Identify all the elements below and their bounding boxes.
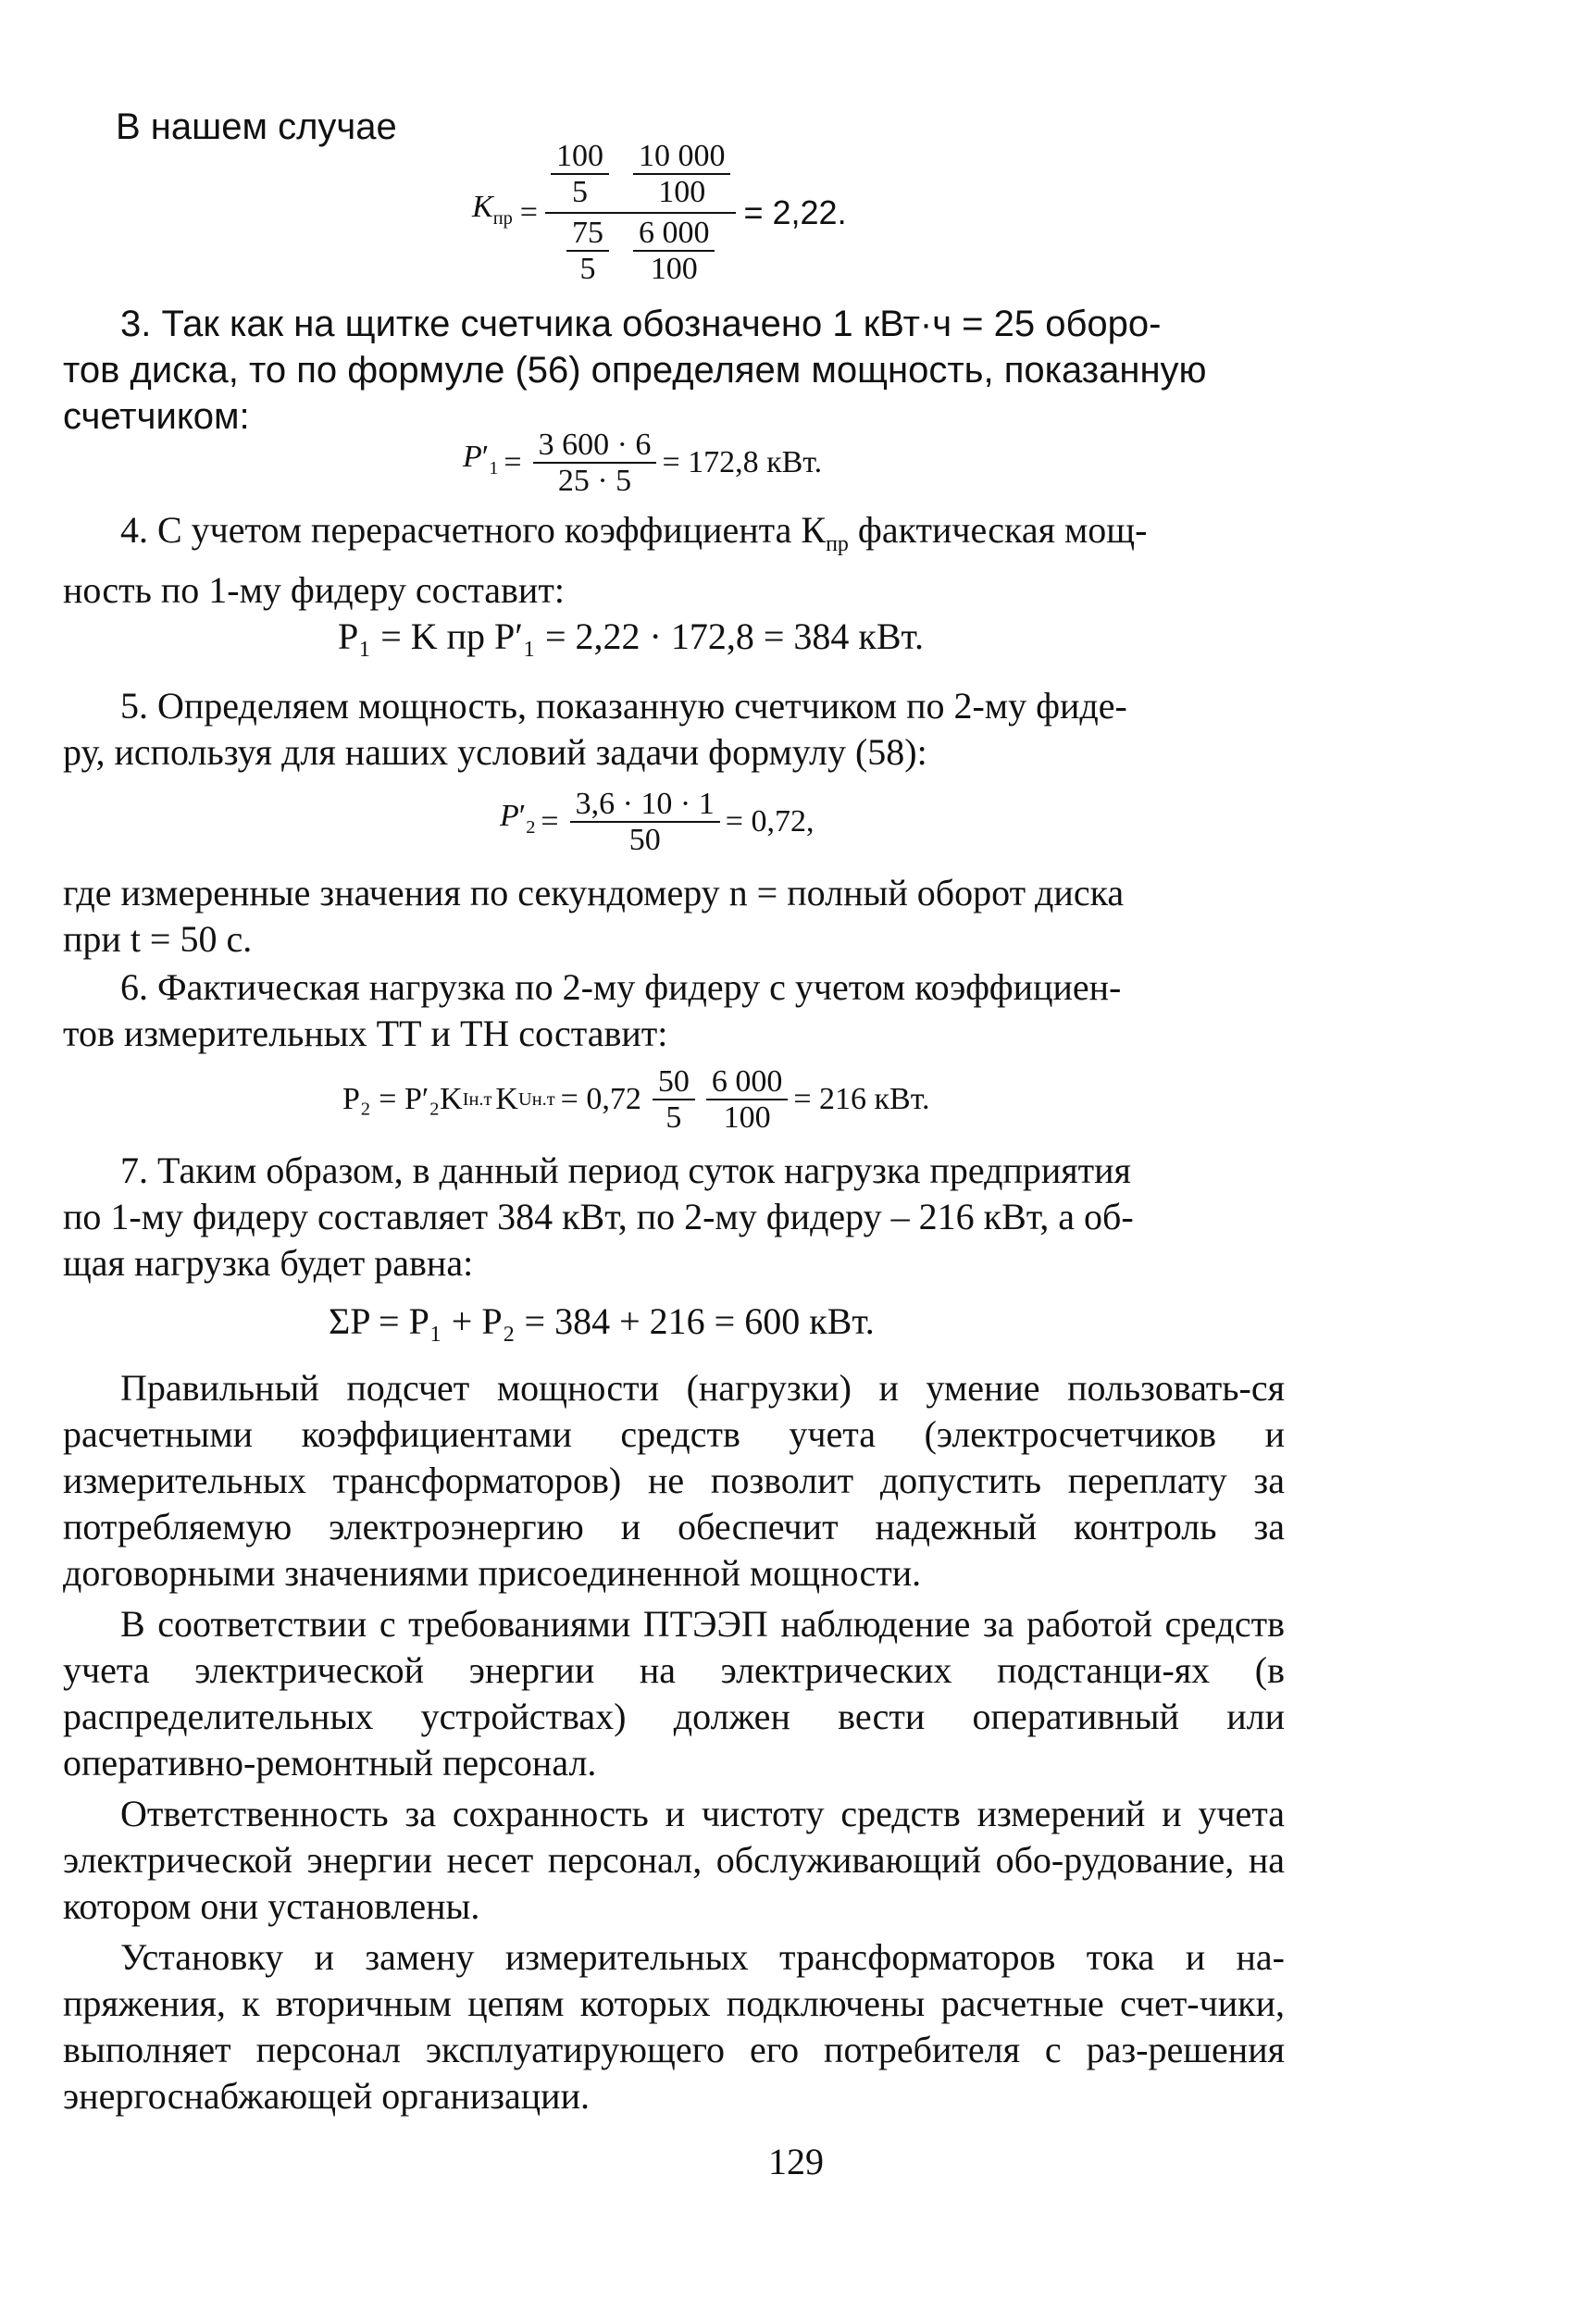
den-100b: 100 [650, 252, 698, 287]
paragraph-11: Установку и замену измерительных трансформаторов тока и на-пряжения, к вторичным цепям которых подключены расчетные счет-чики, выполняет персонал эксплуатирующего его потребителя с раз-решения энергоснабжающей организации. [63, 1936, 1285, 2117]
p2-result: = 0,72, [725, 804, 815, 839]
p1-symbol: P [463, 440, 482, 475]
paragraph-8: Правильный подсчет мощности (нагрузки) и умение пользовать-ся расчетными коэффициентами средств учета (электросчетчиков и измерительных трансформаторов) не позволит допустить переплату за потребляемую электроэнергию и обеспечит надежный контроль за договорными значениями присоединенной мощности. [63, 1367, 1285, 1594]
paragraph-4 [63, 507, 1285, 614]
num-6000: 6 000 [633, 216, 715, 252]
para5-line2: ру, используя для наших условий задачи формулу (58): [63, 731, 927, 773]
p2-numerator: 3,6 · 10 · 1 [570, 787, 720, 823]
paragraph-5 [63, 683, 1285, 776]
para3-line3: счетчиком: [63, 396, 250, 437]
para4-line1: 4. С учетом перерасчетного коэффициента К [120, 509, 827, 551]
p2-k1-sub: Iн.т [462, 1089, 492, 1111]
para4-line1-end: фактическая мощ- [848, 509, 1148, 551]
formula-sum: ΣP = P₁ + P₂ = 384 + 216 = 600 кВт. [329, 1300, 875, 1342]
p2-denominator: 50 [628, 823, 661, 858]
formula-k-pr [472, 139, 847, 287]
p2-d1: 5 [665, 1100, 682, 1136]
p2-k2-sub: Uн.т [517, 1089, 555, 1111]
formula-k-symbol: K [472, 189, 493, 224]
formula-p1-prime: $P'_1$ = $\frac{3 600 \cdot 6}{25 \cdot 5}$ = 172,8 кВт. [463, 428, 823, 499]
para7-line1: 7. Таким образом, в данный период суток нагрузка предприятия [120, 1150, 1131, 1191]
den-5b: 5 [579, 252, 596, 287]
paragraph-10: Ответственность за сохранность и чистоту средств измерений и учета электрической энергии несет персонал, обслуживающий обо-рудование, на котором они установлены. [63, 1793, 1285, 1927]
intro-text: В нашем случае [116, 106, 397, 147]
paragraph-3 [63, 301, 1285, 440]
num-10000: 10 000 [633, 139, 731, 175]
den-100: 100 [658, 175, 706, 210]
paragraph-9: В соответствии с требованиями ПТЭЭП наблюдение за работой средств учета электрической энергии на электрических подстанци-ях (в распределительных устройствах) должен вести оперативный или оперативно-ремонтный персонал. [63, 1603, 1285, 1783]
para7-line3: щая нагрузка будет равна: [63, 1242, 474, 1284]
p2-sub: 2 [526, 817, 536, 839]
p2-mid: = 0,72 [560, 1082, 641, 1117]
paragraph-6 [63, 964, 1285, 1057]
formula-p1: P₁ = K пр P′₁ = 2,22 · 172,8 = 384 кВт. [338, 615, 925, 657]
p1-denominator: 25 · 5 [557, 464, 632, 499]
para4-sub: пр [826, 532, 849, 556]
num-75: 75 [566, 216, 609, 252]
compound-fraction [545, 139, 737, 287]
para6-line1: 6. Фактическая нагрузка по 2-му фидеру с учетом коэффициен- [120, 966, 1122, 1008]
formula-p2-prime: $P'_2$ = $\frac{3,6 \cdot 10 \cdot 1}{50}$ = 0,72, [500, 787, 815, 858]
p1-result: = 172,8 кВт. [662, 445, 823, 480]
para7-line2: по 1-му фидеру составляет 384 кВт, по 2-му фидеру – 216 кВт, а об- [63, 1196, 1134, 1237]
p1-numerator: 3 600 · 6 [533, 428, 657, 464]
paragraph-5b [63, 870, 1285, 963]
p2-d2: 100 [723, 1100, 771, 1136]
p2-k2: K [495, 1082, 518, 1117]
formula-p2 [342, 1064, 930, 1136]
p2-result-final: = 216 кВт. [793, 1082, 930, 1117]
num-100: 100 [551, 139, 609, 175]
formula-eq: = [519, 194, 538, 230]
para5-line1: 5. Определяем мощность, показанную счетчиком по 2-му фиде- [120, 685, 1127, 727]
p2-n1: 50 [653, 1064, 695, 1100]
formula-k-result: = 2,22. [743, 193, 847, 231]
para5b-line2: при t = 50 с. [63, 918, 253, 960]
formula-k-sub: пр [492, 207, 513, 229]
para6-line2: тов измерительных ТТ и ТН составит: [63, 1013, 668, 1054]
para3-line1: 3. Так как на щитке счетчика обозначено 1 кВт·ч = 25 оборо- [120, 304, 1162, 344]
den-5: 5 [571, 175, 588, 210]
p2-symbol: P [500, 799, 519, 834]
para5b-line1: где измеренные значения по секундомеру n = полный оборот диска [63, 872, 1125, 913]
p2-n2: 6 000 [706, 1064, 789, 1100]
p1-sub: 1 [489, 458, 499, 479]
para3-line2: тов диска, то по формуле (56) определяем мощность, показанную [63, 350, 1207, 391]
p2-lhs: P₂ = P′₂K [342, 1082, 463, 1117]
paragraph-7 [63, 1148, 1285, 1286]
page-number: 129 [768, 2141, 824, 2182]
para4-line2: ность по 1-му фидеру составит: [63, 569, 565, 611]
